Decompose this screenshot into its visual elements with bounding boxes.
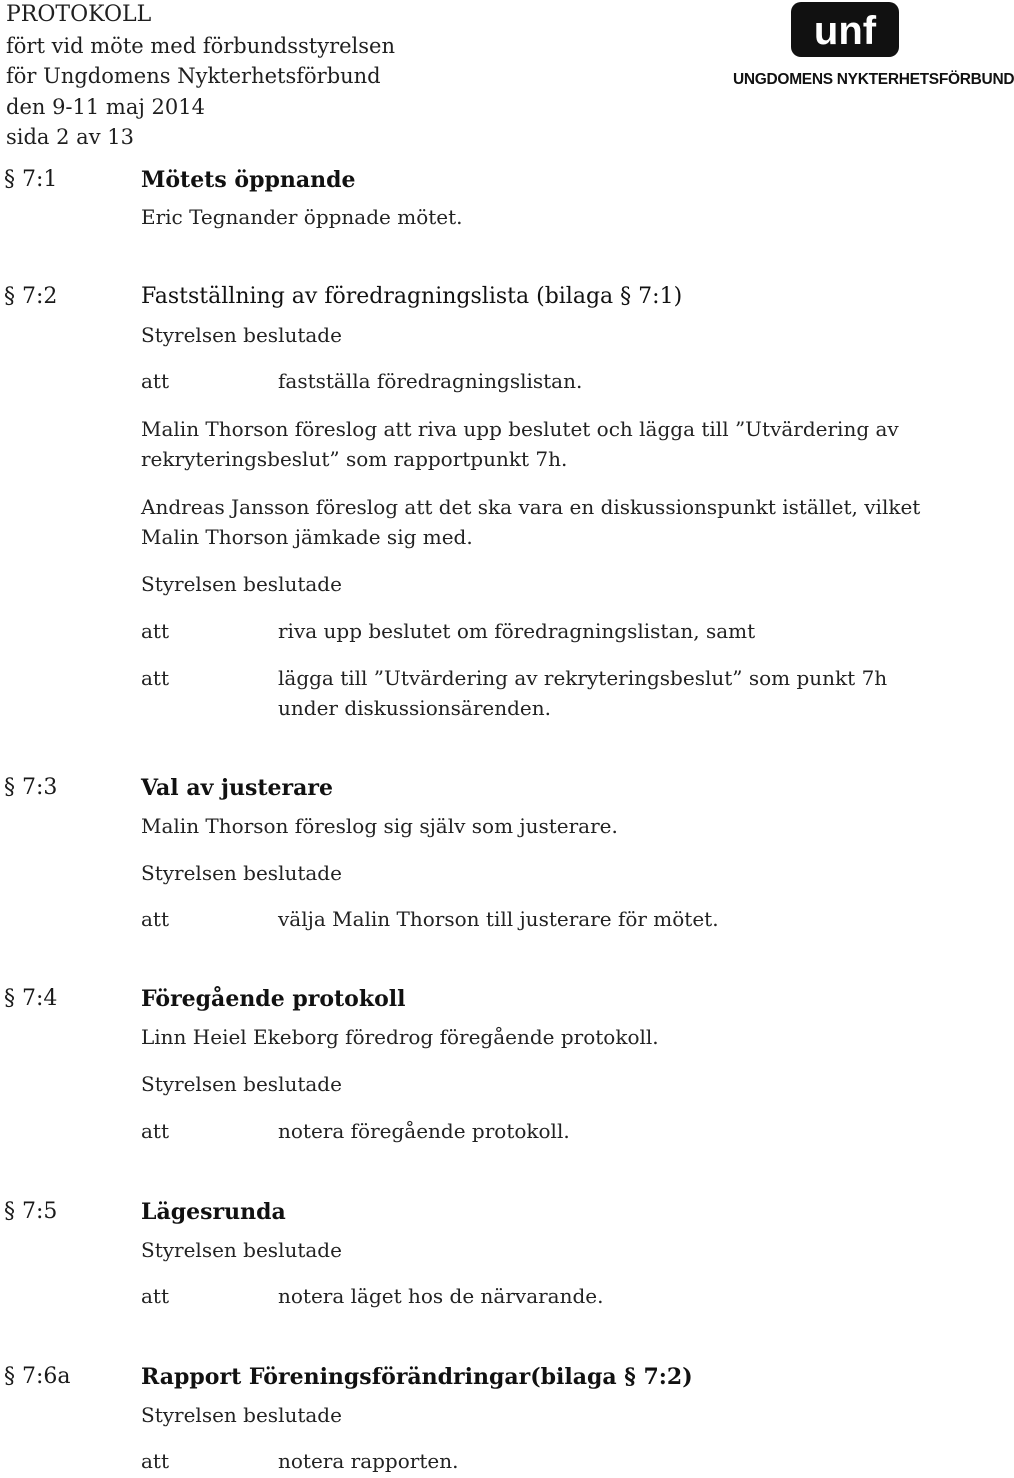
section-title: Mötets öppnande bbox=[141, 167, 356, 193]
document-header bbox=[6, 0, 395, 153]
resolution-text: notera läget hos de närvarande. bbox=[278, 1284, 604, 1308]
unf-logo-text: UNGDOMENS NYKTERHETSFÖRBUND bbox=[733, 71, 1014, 88]
board-decided-label: Styrelsen beslutade bbox=[141, 572, 342, 596]
resolution-text: fastställa föredragningslistan. bbox=[278, 369, 583, 393]
board-decided-label: Styrelsen beslutade bbox=[141, 861, 342, 885]
doc-subtitle: fört vid möte med förbundsstyrelsen bbox=[6, 33, 395, 58]
att-label: att bbox=[141, 619, 169, 643]
section-sign: § bbox=[620, 284, 632, 309]
unf-logo bbox=[733, 2, 1014, 90]
att-label: att bbox=[141, 666, 169, 690]
board-decided-label: Styrelsen beslutade bbox=[141, 1403, 342, 1427]
section-number: § 7:4 bbox=[4, 986, 58, 1011]
paragraph: Linn Heiel Ekeborg föredrog föregående protokoll. bbox=[141, 1025, 659, 1049]
section-sign: § bbox=[4, 1199, 15, 1224]
section-sign: § bbox=[4, 284, 15, 309]
att-label: att bbox=[141, 369, 169, 393]
doc-page-number: sida 2 av 13 bbox=[6, 125, 134, 149]
section-number: § 7:1 bbox=[4, 167, 58, 192]
paragraph: Eric Tegnander öppnade mötet. bbox=[141, 205, 463, 229]
board-decided-label: Styrelsen beslutade bbox=[141, 1238, 342, 1262]
att-label: att bbox=[141, 1119, 169, 1143]
section-sign: § bbox=[624, 1364, 636, 1390]
resolution-text: notera föregående protokoll. bbox=[278, 1119, 570, 1143]
resolution-text: välja Malin Thorson till justerare för mötet. bbox=[278, 907, 719, 931]
section-title: Lägesrunda bbox=[141, 1199, 286, 1225]
resolution-text: lägga till ”Utvärdering av rekryteringsbeslut” som punkt 7h under diskussionsärenden. bbox=[278, 666, 888, 720]
section-sign: § bbox=[4, 1364, 15, 1389]
resolution-text: riva upp beslutet om föredragningslistan, samt bbox=[278, 619, 756, 643]
section-title: Rapport Föreningsförändringar(bilaga § 7:2) bbox=[141, 1364, 693, 1390]
section-title: Fastställning av föredragningslista (bilaga § 7:1) bbox=[141, 284, 683, 309]
paragraph: Andreas Jansson föreslog att det ska vara en diskussionspunkt istället, vilket Malin Thorson jämkade sig med. bbox=[141, 495, 921, 549]
doc-organization: för Ungdomens Nykterhetsförbund bbox=[6, 64, 381, 88]
section-sign: § bbox=[4, 775, 15, 800]
section-title: Föregående protokoll bbox=[141, 986, 406, 1012]
section-sign: § bbox=[4, 986, 15, 1011]
resolution-text: notera rapporten. bbox=[278, 1449, 459, 1473]
board-decided-label: Styrelsen beslutade bbox=[141, 323, 342, 347]
paragraph: Malin Thorson föreslog sig själv som justerare. bbox=[141, 814, 618, 838]
att-label: att bbox=[141, 1284, 169, 1308]
section-number: § 7:3 bbox=[4, 775, 58, 800]
section-title-ref: 7:1) bbox=[638, 284, 683, 309]
paragraph: Malin Thorson föreslog att riva upp beslutet och lägga till ”Utvärdering av rekryteringsbeslut” som rapportpunkt 7h. bbox=[141, 417, 899, 471]
board-decided-label: Styrelsen beslutade bbox=[141, 1072, 342, 1096]
section-title-ref: 7:2) bbox=[643, 1364, 693, 1390]
unf-logo-mark-text: unf bbox=[813, 9, 877, 53]
doc-date: den 9-11 maj 2014 bbox=[6, 94, 205, 119]
att-label: att bbox=[141, 1449, 169, 1473]
doc-type: PROTOKOLL bbox=[6, 2, 152, 27]
section-title: Val av justerare bbox=[141, 775, 333, 801]
section-sign: § bbox=[4, 167, 15, 192]
section-number: § 7:2 bbox=[4, 284, 58, 309]
att-label: att bbox=[141, 907, 169, 931]
section-number: § 7:6a bbox=[4, 1364, 71, 1389]
unf-logo-mark bbox=[791, 2, 899, 57]
section-number: § 7:5 bbox=[4, 1199, 58, 1224]
